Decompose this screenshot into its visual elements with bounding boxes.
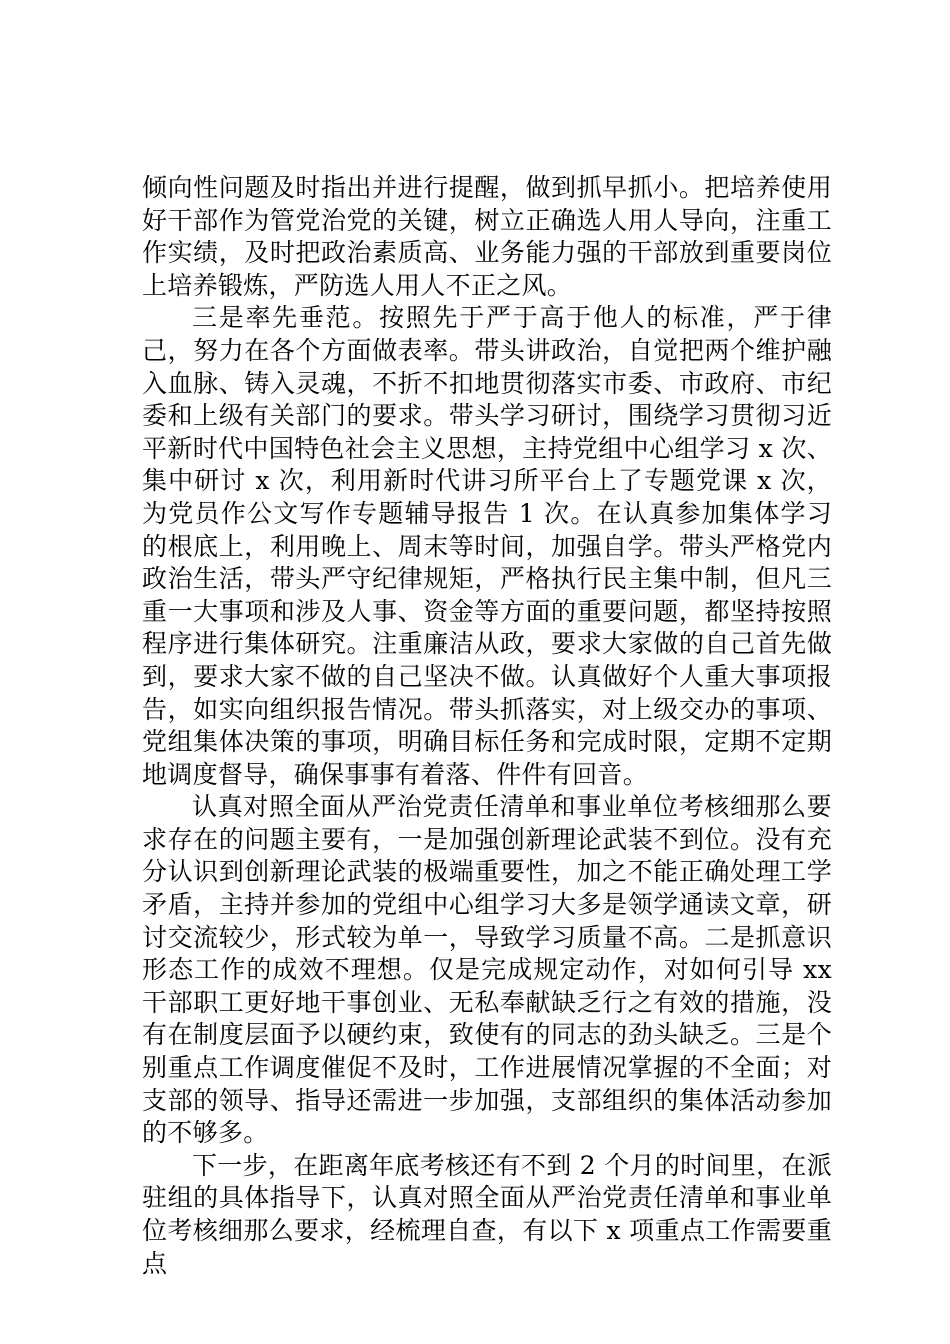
paragraph-1: 倾向性问题及时指出并进行提醒，做到抓早抓小。把培养使用好干部作为管党治党的关键，树立正确选人用人导向，注重工作实绩，及时把政治素质高、业务能力强的干部放到重要岗位上培养锻炼，严防选人用人不正之风。 [142, 173, 832, 300]
paragraph-4: 下一步，在距离年底考核还有不到 2 个月的时间里，在派驻组的具体指导下，认真对照全面从严治党责任清单和事业单位考核细那么要求，经梳理自查，有以下 x 项重点工作需要重点 [142, 1150, 832, 1278]
paragraph-3: 认真对照全面从严治党责任清单和事业单位考核细那么要求存在的问题主要有，一是加强创新理论武装不到位。没有充分认识到创新理论武装的极端重要性，加之不能正确处理工学矛盾，主持并参加的党组中心组学习大多是领学通读文章，研讨交流较少，形式较为单一，导致学习质量不高。二是抓意识形态工作的成效不理想。仅是完成规定动作，对如何引导 xx 干部职工更好地干事创业、无私奉献缺乏行之有效的措施，没有在制度层面予以硬约束，致使有的同志的劲头缺乏。三是个别重点工作调度催促不及时，工作进展情况掌握的不全面；对支部的领导、指导还需进一步加强，支部组织的集体活动参加的不够多。 [142, 792, 832, 1148]
paragraph-2: 三是率先垂范。按照先于严于高于他人的标准，严于律己，努力在各个方面做表率。带头讲政治，自觉把两个维护融入血脉、铸入灵魂，不折不扣地贯彻落实市委、市政府、市纪委和上级有关部门的要求。带头学习研讨，围绕学习贯彻习近平新时代中国特色社会主义思想，主持党组中心组学习 x 次、集中研讨 x 次，利用新时代讲习所平台上了专题党课 x 次，为党员作公文写作专题辅导报告 1 次。在认真参加集体学习的根底上，利用晚上、周末等时间，加强自学。带头严格党内政治生活，带头严守纪律规矩，严格执行民主集中制，但凡三重一大事项和涉及人事、资金等方面的重要问题，都坚持按照程序进行集体研究。注重廉洁从政，要求大家做的自己首先做到，要求大家不做的自己坚决不做。认真做好个人重大事项报告，如实向组织报告情况。带头抓落实，对上级交办的事项、党组集体决策的事项，明确目标任务和完成时限，定期不定期地调度督导，确保事事有着落、件件有回音。 [142, 303, 832, 789]
document-body [142, 172, 832, 1280]
